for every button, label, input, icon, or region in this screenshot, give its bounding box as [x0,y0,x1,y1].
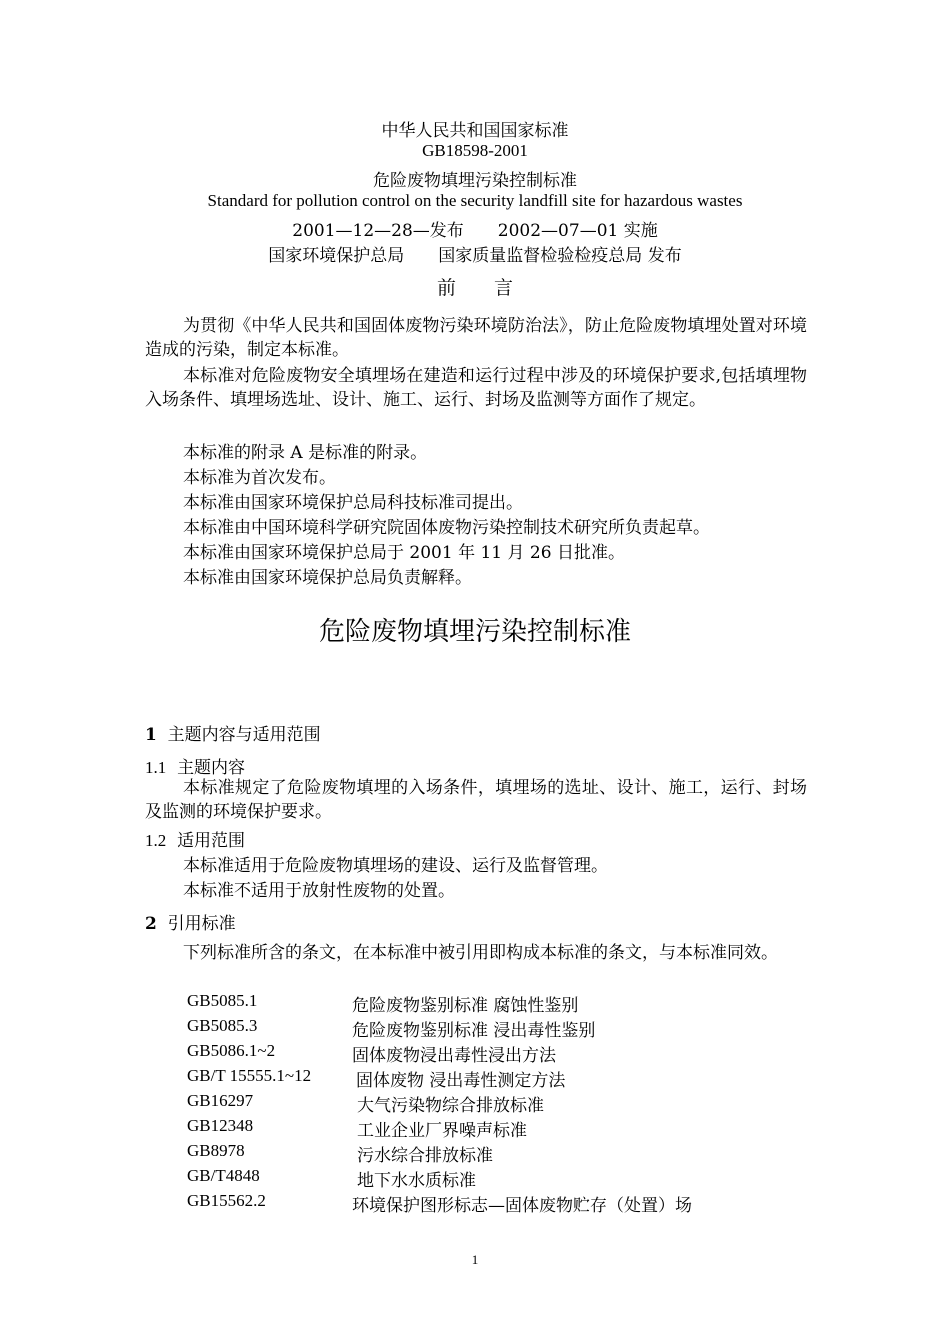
foreword-line-5: 本标准由国家环境保护总局于 2001 年 11 月 26 日批准。 [183,543,625,563]
standard-title-en: Standard for pollution control on the security landfill site for hazardous wastes [207,191,743,210]
section-1-heading [145,720,321,745]
reference-title: 大气污染物综合排放标准 [357,1096,544,1116]
reference-code: GB/T 15555.1~12 [187,1066,312,1085]
reference-title: 固体废物浸出毒性浸出方法 [352,1046,556,1066]
standard-title-cn: 危险废物填埋污染控制标准 [373,171,577,191]
reference-title: 地下水水质标准 [357,1171,476,1191]
reference-title: 工业企业厂界噪声标准 [357,1121,527,1141]
section-1-2-line-2: 本标准不适用于放射性废物的处置。 [183,881,455,901]
section-1-2-number: 1.2 [145,831,167,850]
reference-code: GB5085.1 [187,991,258,1010]
reference-title: 固体废物 浸出毒性测定方法 [356,1071,566,1091]
foreword-line-4: 本标准由中国环境科学研究院固体废物污染控制技术研究所负责起草。 [183,518,710,538]
reference-code: GB5085.3 [187,1016,258,1035]
reference-title: 危险废物鉴别标准 腐蚀性鉴别 [352,996,579,1016]
section-2-heading [145,909,236,934]
reference-code: GB8978 [187,1141,245,1160]
standard-code: GB18598-2001 [422,141,528,160]
section-1-1-title: 主题内容 [177,758,246,778]
section-2-title: 引用标准 [167,914,236,934]
standard-category: 中华人民共和国国家标准 [381,121,569,141]
section-1-2-line-1: 本标准适用于危险废物填埋场的建设、运行及监督管理。 [183,856,608,876]
section-1-2-heading [145,826,245,851]
section-2-intro: 下列标准所含的条文，在本标准中被引用即构成本标准的条文，与本标准同效。 [183,943,778,963]
section-1-1-text: 本标准规定了危险废物填埋的入场条件，填埋场的选址、设计、施工，运行、封场及监测的环境保护要求。 [145,778,807,822]
section-1-title: 主题内容与适用范围 [167,725,321,745]
foreword-paragraph-2: 本标准对危险废物安全填埋场在建造和运行过程中涉及的环境保护要求,包括填埋物入场条件、填埋场选址、设计、施工、运行、封场及监测等方面作了规定。 [145,366,807,410]
foreword-line-1: 本标准的附录 A 是标准的附录。 [183,443,428,463]
section-1-1-number: 1.1 [145,758,167,777]
reference-code: GB5086.1~2 [187,1041,276,1060]
reference-title: 污水综合排放标准 [357,1146,493,1166]
section-1-number: 1 [145,725,157,745]
release-dates: 2001—12—28—发布 2002—07—01 实施 [292,221,658,241]
page-number: 1 [471,1252,479,1267]
reference-title: 环境保护图形标志—固体废物贮存（处置）场 [352,1196,692,1216]
reference-code: GB12348 [187,1116,254,1135]
reference-code: GB16297 [187,1091,254,1110]
section-2-number: 2 [145,914,157,934]
foreword-line-3: 本标准由国家环境保护总局科技标准司提出。 [183,493,523,513]
section-1-2-title: 适用范围 [177,831,246,851]
reference-code: GB/T4848 [187,1166,260,1185]
reference-title: 危险废物鉴别标准 浸出毒性鉴别 [352,1021,596,1041]
issuing-authorities: 国家环境保护总局 国家质量监督检验检疫总局 发布 [268,246,682,266]
section-1-1-heading [145,753,245,778]
foreword-line-2: 本标准为首次发布。 [183,468,336,488]
foreword-line-6: 本标准由国家环境保护总局负责解释。 [183,568,472,588]
foreword-heading: 前 言 [436,277,513,299]
foreword-paragraph-1: 为贯彻《中华人民共和国固体废物污染环境防治法》，防止危险废物填埋处置对环境造成的污染，制定本标准。 [145,316,807,360]
reference-code: GB15562.2 [187,1191,266,1210]
main-title: 危险废物填埋污染控制标准 [318,617,631,647]
